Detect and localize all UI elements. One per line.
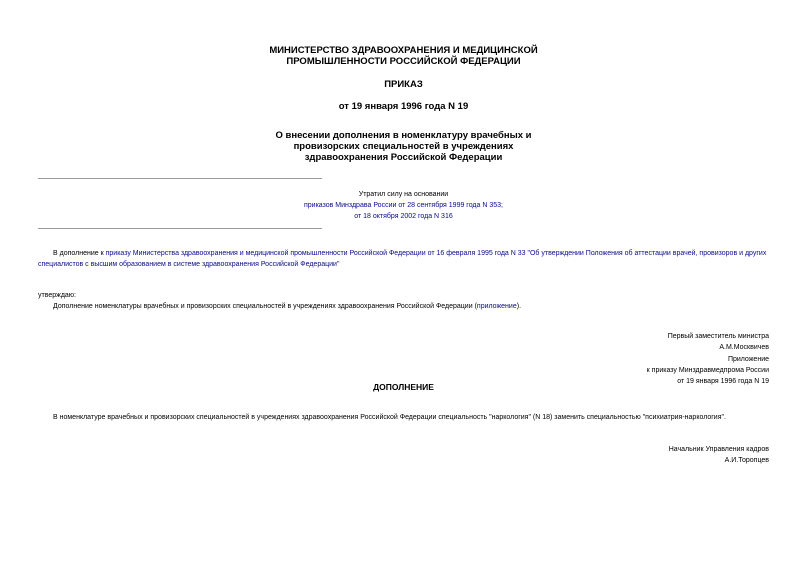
signature-block — [647, 331, 769, 387]
subject-line-2: провизорских специальностей в учреждениях — [293, 141, 514, 152]
appendix-date: от 19 января 1996 года N 19 — [677, 378, 769, 386]
intro-order-link[interactable]: приказу Министерства здравоохранения и медицинской промышленности Российской Федерации от 16 февраля 1995 года N 33 "Об утверждении Положения об аттестации врачей, провизоров и других специалистов с высшим образованием в системе здравоохранения Российской Федерации" — [38, 250, 767, 268]
appendix-title: ДОПОЛНЕНИЕ — [373, 382, 434, 392]
status-link-1[interactable]: приказов Минздрава России от 28 сентября 1999 года N 353; — [304, 202, 503, 209]
doc-type: ПРИКАЗ — [384, 79, 423, 90]
approve-text — [38, 301, 773, 312]
approve-text-prefix: Дополнение номенклатуры врачебных и провизорских специальностей в учреждениях здравоохранения Российской Федерации ( — [53, 303, 477, 310]
subject-line-1: О внесении дополнения в номенклатуру врачебных и — [275, 130, 532, 141]
footer-signature — [669, 444, 769, 467]
appendix-text: В номенклатуре врачебных и провизорских специальностей в учреждениях здравоохранения Российской Федерации специальность "наркология" (N 18) заменить специальностью "психиатрия-наркология". — [53, 414, 726, 421]
ministry-heading — [0, 45, 807, 67]
intro-prefix: В дополнение к — [53, 250, 106, 257]
ministry-line-1: МИНИСТЕРСТВО ЗДРАВООХРАНЕНИЯ И МЕДИЦИНСКОЙ — [269, 45, 538, 56]
status-link-2[interactable]: от 18 октября 2002 года N 316 — [354, 213, 453, 220]
footer-position: Начальник Управления кадров — [668, 446, 769, 453]
subject-line-3: здравоохранения Российской Федерации — [304, 152, 503, 163]
doc-date-number: от 19 января 1996 года N 19 — [338, 101, 469, 112]
approve-label: утверждаю: — [38, 292, 76, 299]
appendix-link[interactable]: приложение — [476, 303, 517, 310]
signature-name: А.М.Москвичев — [719, 344, 769, 352]
appendix-to-order: к приказу Минздравмедпрома России — [646, 366, 769, 374]
footer-name: А.И.Торопцев — [724, 457, 769, 465]
lost-force-text: Утратил силу на основании — [358, 191, 449, 198]
divider-top — [38, 178, 322, 179]
divider-bottom — [38, 228, 322, 229]
signature-position: Первый заместитель министра — [667, 333, 769, 340]
appendix-label: Приложение — [727, 355, 769, 363]
approve-text-suffix: ). — [516, 303, 522, 310]
status-block — [0, 189, 807, 222]
intro-paragraph — [38, 248, 773, 270]
ministry-line-2: ПРОМЫШЛЕННОСТИ РОССИЙСКОЙ ФЕДЕРАЦИИ — [286, 56, 521, 67]
doc-subject — [0, 130, 807, 163]
